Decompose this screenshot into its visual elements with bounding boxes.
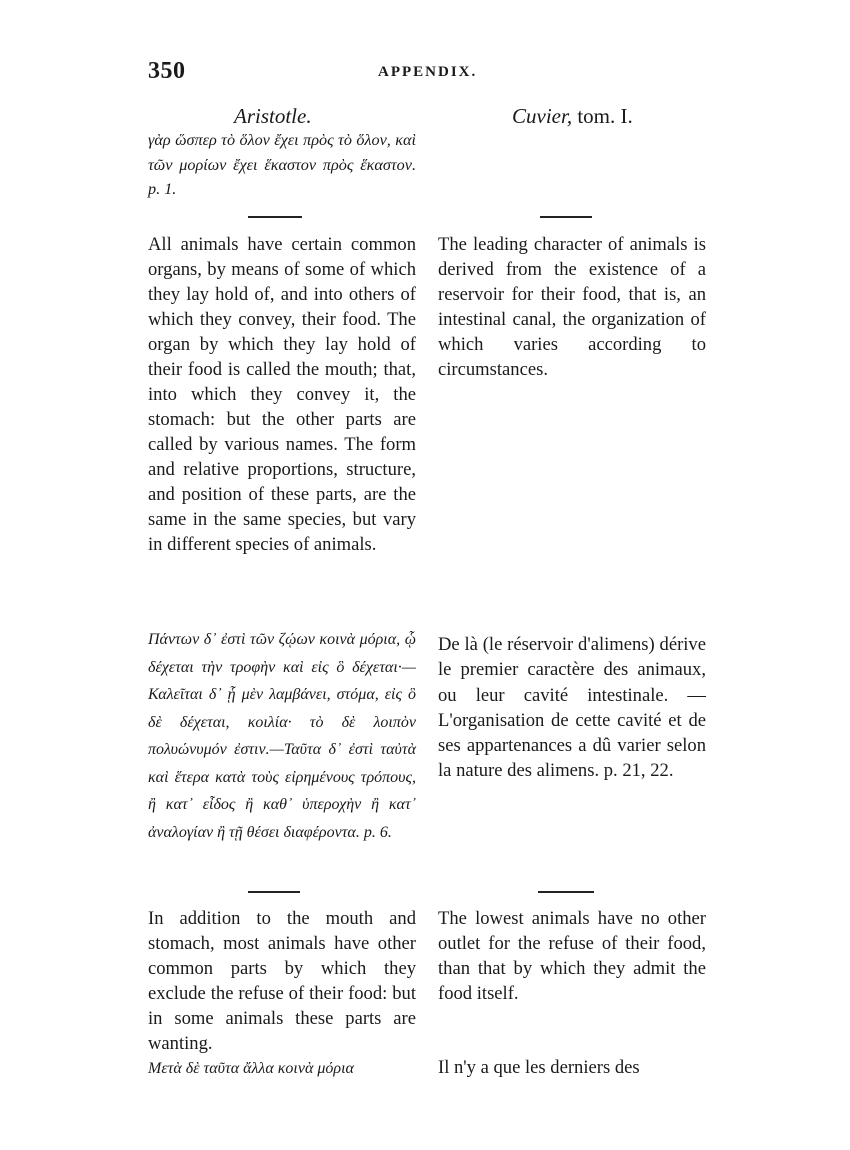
right-column-heading [512,104,633,129]
greek-quotation-1: Πάντων δ᾽ ἐστὶ τῶν ζῴων κοινὰ μόρια, ᾧ δέχεται τὴν τροφὴν καὶ εἰς ὃ δέχεται·—Καλεῖται δ᾽ ᾗ μὲν λαμβάνει, στόμα, εἰς ὃ δὲ δέχεται, κοιλία· τὸ δὲ λοιπὸν πολυώνυμόν ἐστιν.—Ταῦτα δ᾽ ἐστὶ ταὐτὰ καὶ ἕτερα κατὰ τοὺς εἰρημένους τρόπους, ἢ κατ᾽ εἶδος ἢ καθ᾽ ὑπεροχὴν ἢ κατ᾽ ἀναλογίαν ἢ τῇ θέσει διαφέροντα. p. 6. [148,631,416,841]
left-paragraph-2: In addition to the mouth and stomach, most animals have other common parts by which they exclude the refuse of their food: but in some animals these parts are wanting. [148,908,416,1054]
section-rule [538,891,594,893]
running-title: APPENDIX. [378,64,478,80]
section-rule [540,216,592,218]
right-paragraph-1: The leading character of animals is derived from the existence of a reservoir for their food, that is, an intestinal canal, the organization of which varies according to circumstances. [438,234,706,380]
french-quotation-2: Il n'y a que les derniers des [438,1057,640,1078]
page-number: 350 [148,58,186,84]
left-column-heading: Aristotle. [234,104,312,128]
heading-author: Cuvier, [512,104,573,128]
heading-volume: tom. I. [572,104,633,128]
section-rule [248,216,302,218]
greek-quotation-2: Μετὰ δὲ ταῦτα ἄλλα κοινὰ μόρια [148,1060,354,1077]
left-paragraph-1: All animals have certain common organs, by means of some of which they lay hold of, and into others of which they convey, their food. The organ by which they lay hold of their food is called the mouth; that, into which they convey it, the stomach: but the other parts are called by various names. The form and relative proportions, structure, and position of these parts, are the same in the same species, but vary in different species of animals. [148,234,416,555]
french-quotation-1: De là (le réservoir d'alimens) dérive le premier caractère des animaux, ou leur cavité intestinale. — L'organisation de cette cavité et de ses appartenances a dû varier selon la nature des alimens. p. 21, 22. [438,634,706,782]
right-paragraph-2: The lowest animals have no other outlet for the refuse of their food, than that by which they admit the food itself. [438,908,706,1004]
greek-intro: γὰρ ὥσπερ τὸ ὅλον ἔχει πρὸς τὸ ὅλον, καὶ τῶν μορίων ἔχει ἕκαστον πρὸς ἕκαστον. p. 1. [148,131,416,198]
section-rule [248,891,300,893]
